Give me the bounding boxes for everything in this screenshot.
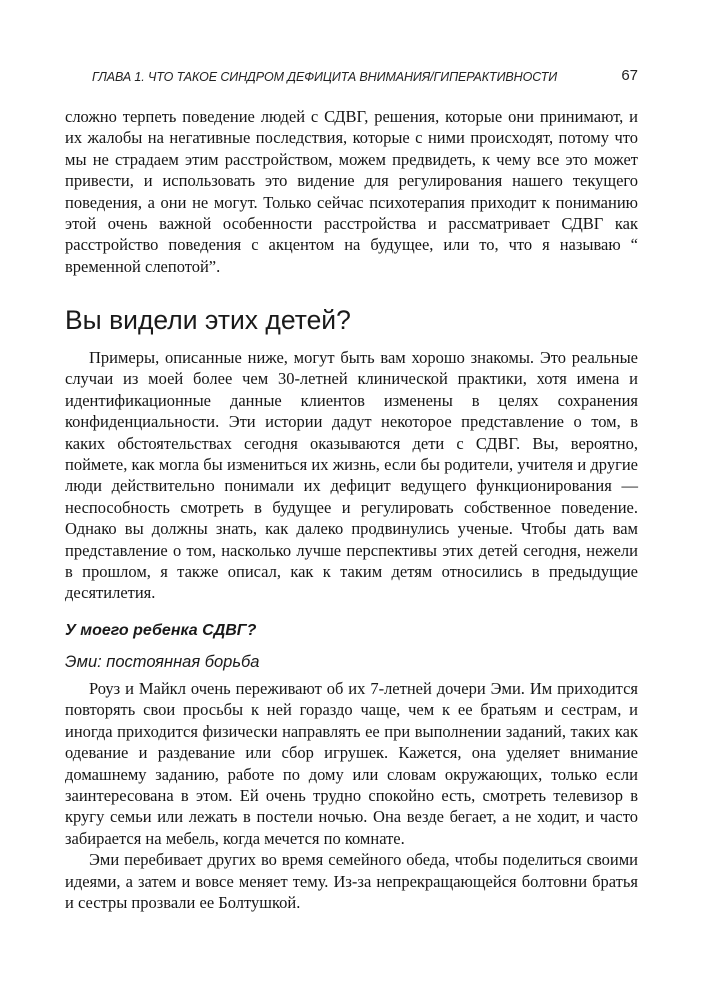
case-text-block [65,678,638,913]
section-heading: Вы видели этих детей? [65,305,351,335]
case-heading: Эми: постоянная борьба [65,653,260,671]
section-paragraph: Примеры, описанные ниже, могут быть вам хорошо знакомы. Это реальные случаи из моей более чем 30-летней клинической практики, хотя имена и идентификационные данные клиентов изменены в целях сохранения конфиденциальности. Эти истории дадут некоторое представление о том, в каких обстоятельствах сегодня оказываются дети с СДВГ. Вы, вероятно, поймете, как могла бы измениться их жизнь, если бы родители, учителя и другие люди действительно понимали их дефицит ведущего функционирования — неспособность смотреть в будущее и регулировать собственное поведение. Однако вы должны знать, как далеко продвинулись ученые. Чтобы дать вам представление о том, насколько лучше перспективы этих детей сегодня, нежели в прошлом, я также описал, как к таким детям относились в предыдущие десятилетия. [65,348,638,603]
intro-text-block [65,106,638,277]
chapter-running-title: ГЛАВА 1. ЧТО ТАКОЕ СИНДРОМ ДЕФИЦИТА ВНИМАНИЯ/ГИПЕРАКТИВНОСТИ [92,70,558,84]
case-paragraph-2: Эми перебивает других во время семейного обеда, чтобы поделиться своими идеями, а затем и вовсе меняет тему. Из-за непрекращающейся болтовни братья и сестры прозвали ее Болтушкой. [65,850,638,913]
page-number: 67 [621,67,638,84]
running-head [92,67,638,89]
intro-paragraph: сложно терпеть поведение людей с СДВГ, решения, которые они принимают, и их жалобы на негативные последствия, которые с ними происходят, потому что мы не страдаем этим расстройством, можем предвидеть, к чему все это может привести, и использовать это видение для регулирования нашего текущего поведения, а они не могут. Только сейчас психотерапия приходит к пониманию этой очень важной особенности расстройства и рассматривает СДВГ как расстройство поведения с акцентом на будущее, или то, что я называю “ временной слепотой”. [65,107,638,276]
section-text-block [65,347,638,604]
case-paragraph-1: Роуз и Майкл очень переживают об их 7-летней дочери Эми. Им приходится повторять свои просьбы к ней гораздо чаще, чем к ее братьям и сестрам, и иногда приходится физически направлять ее при выполнении заданий, таких как одевание и раздевание или сбор игрушек. Кажется, она уделяет внимание домашнему заданию, работе по дому или словам окружающих, только если заинтересована в этом. Ей очень трудно спокойно есть, смотреть телевизор в кругу семьи или лежать в постели ночью. Она везде бегает, а не ходит, и часто забирается на мебель, когда мечется по комнате. [65,679,638,848]
subsection-heading: У моего ребенка СДВГ? [65,622,257,639]
